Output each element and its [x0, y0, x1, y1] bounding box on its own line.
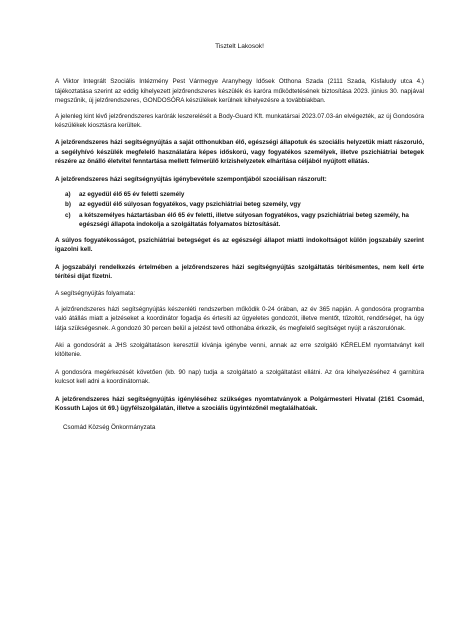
- list-marker: a): [65, 191, 71, 199]
- paragraph-definition: A jelzőrendszeres házi segítségnyújtás a saját otthonukban élő, egészségi állapotuk és szociális helyzetük miatt rászoruló, a segélyhívó készülék megfelelő használatára képes időskorú, vagy fogyatékos személyek, illetve pszichiátriai betegek részére az önálló életvitel fenntartása mellett felmerülő krízishelyzetek elhárítása céljából nyújtott ellátás.: [55, 139, 424, 166]
- greeting: Tisztelt Lakosok!: [215, 43, 264, 50]
- signature: Csomád Község Önkormányzata: [63, 424, 156, 432]
- list-marker: c): [65, 211, 71, 219]
- paragraph-free-of-charge: A jogszabályi rendelkezés értelmében a jelzőrendszeres házi segítségnyújtás szolgáltatás térítésmentes, nem kell érte térítési díjat fizetni.: [55, 263, 424, 280]
- paragraph-process-heading: A segítségnyújtás folyamata:: [55, 290, 136, 298]
- list-item-text: a kétszemélyes háztartásban élő 65 év feletti, illetve súlyosan fogyatékos, vagy pszichiátriai beteg személy, ha egészségi állapota indokolja a szolgáltatás folyamatos biztosítását.: [79, 211, 409, 229]
- paragraph-forms: A jelzőrendszeres házi segítségnyújtás igényléséhez szükséges nyomtatványok a Polgármesteri Hivatal (2161 Csomád, Kossuth Lajos út 69.) ügyfélszolgálatán, illetve a szociális ügyintézőnél megtalálhatóak.: [55, 395, 424, 412]
- paragraph-removal: A jelenleg kint lévő jelzőrendszeres karórák leszerelését a Body-Guard Kft. munkatársai 2023.07.03-án elvégezték, az új Gondosóra készülékek kiosztásra kerültek.: [55, 112, 424, 130]
- list-item: [65, 211, 424, 230]
- list-marker: b): [65, 201, 71, 209]
- paragraph-eligibility-intro: A jelzőrendszeres házi segítségnyújtás igénybevétele szempontjából szociálisan rászorult:: [55, 175, 327, 183]
- paragraph-intro: A Viktor Integrált Szociális Intézmény Pest Vármegye Aranyhegy Idősek Otthona Szada (2111 Szada, Kisfaludy utca 4.) tájékoztatása szerint az eddig kihelyezett jelzőrendszeres készülék és karóra működtetésének biztosítása 2023. június 30. napjával megszűnik, új jelzőrendszeres, GONDOSÓRA készülékek kerülnek kihelyezésre a továbbiakban.: [55, 78, 424, 105]
- paragraph-delivery: A gondosóra megérkezését követően (kb. 90 nap) tudja a szolgáltató a szolgáltatást ellátni. Az óra kihelyezéséhez 4 garnitúra kulcsot kell adni a koordinátornak.: [55, 368, 424, 386]
- list-item-text: az egyedül élő súlyosan fogyatékos, vagy pszichiátriai beteg személy, vgy: [79, 201, 301, 209]
- paragraph-process: A jelzőrendszeres házi segítségnyújtás készenléti rendszerben működik 0-24 órában, az év 365 napján. A gondosóra programba való átállás miatt a jelzéseket a koordinátor fogadja és értesíti az ügyeletes gondozót, illetve mentőt, tűzoltót, rendőrséget, ha úgy látja szükségesnek. A gondozó 30 percen belül a jelzést tevő otthonába érkezik, és megfelelő segítséget nyújt a rászorulónak.: [55, 305, 424, 332]
- list-item: [65, 190, 424, 199]
- list-item-text: az egyedül élő 65 év feletti személy: [79, 191, 185, 199]
- eligibility-list: [55, 190, 424, 230]
- paragraph-certification: A súlyos fogyatékosságot, pszichiátriai betegséget és az egészségi állapot miatti indokoltságot külön jogszabály szerint igazolni kell.: [55, 236, 424, 254]
- paragraph-application: Aki a gondosórát a JHS szolgáltatáson keresztül kívánja igénybe venni, annak az erre szolgáló KÉRELEM nyomtatványt kell kitöltenie.: [55, 341, 424, 359]
- list-item: [65, 200, 424, 209]
